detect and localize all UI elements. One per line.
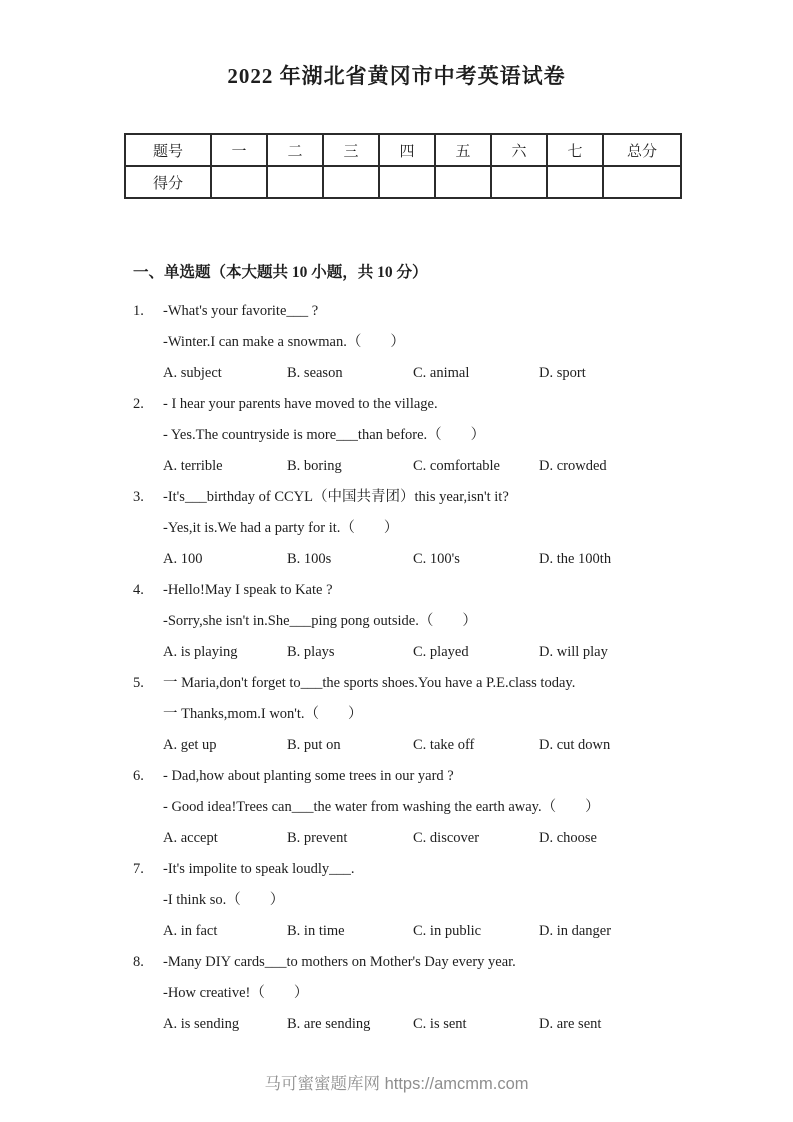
options-row [163, 1009, 678, 1040]
options-row [163, 823, 678, 854]
score-table-header-cell: 二 [267, 134, 323, 166]
question-body [163, 854, 678, 947]
option-B: B. boring [287, 458, 342, 474]
option-A: A. is playing [163, 644, 238, 660]
option-D: D. are sent [539, 1016, 602, 1032]
score-empty-cell [547, 166, 603, 198]
option-D: D. in danger [539, 923, 612, 939]
score-table-header-cell: 五 [435, 134, 491, 166]
score-table-label-cell: 题号 [125, 134, 211, 166]
option-B: B. are sending [287, 1016, 371, 1032]
question-line: -It's___birthday of CCYL（中国共青团）this year,isn't it? [163, 489, 509, 505]
question-line: - Yes.The countryside is more___than before.（ ） [163, 427, 486, 443]
question-line: -What's your favorite___ ? [163, 303, 319, 319]
question-body [163, 947, 678, 1040]
question-body [163, 575, 678, 668]
option-C: C. take off [413, 737, 475, 753]
score-table-header-cell: 六 [491, 134, 547, 166]
question-line: -Sorry,she isn't in.She___ping pong outside.（ ） [163, 613, 477, 629]
question-line: -Hello!May I speak to Kate ? [163, 582, 333, 598]
score-table-header-cell: 一 [211, 134, 267, 166]
question-7 [133, 854, 678, 947]
question-line: -Many DIY cards___to mothers on Mother's Day every year. [163, 954, 516, 970]
question-line: - Dad,how about planting some trees in our yard ? [163, 768, 454, 784]
option-C: C. played [413, 644, 469, 660]
option-B: B. in time [287, 923, 345, 939]
question-line: -How creative!（ ） [163, 985, 309, 1001]
option-D: D. choose [539, 830, 597, 846]
option-B: B. season [287, 365, 343, 381]
question-line: - Good idea!Trees can___the water from washing the earth away.（ ） [163, 799, 600, 815]
options-row [163, 451, 678, 482]
question-number: 8. [133, 954, 144, 970]
option-A: A. subject [163, 365, 222, 381]
options-row [163, 544, 678, 575]
question-number: 7. [133, 861, 144, 877]
question-body [163, 761, 678, 854]
question-body [163, 296, 678, 389]
score-table-header-cell: 三 [323, 134, 379, 166]
option-D: D. sport [539, 365, 586, 381]
question-number: 1. [133, 303, 144, 319]
question-body [163, 482, 678, 575]
page-title: 2022 年湖北省黄冈市中考英语试卷 [227, 64, 566, 88]
score-row-label: 得分 [125, 166, 211, 198]
question-line: -Yes,it is.We had a party for it.（ ） [163, 520, 399, 536]
score-empty-cell [323, 166, 379, 198]
section-heading: 一、单选题（本大题共 10 小题，共 10 分） [133, 264, 428, 281]
question-body [163, 389, 678, 482]
option-D: D. the 100th [539, 551, 612, 567]
questions-list [133, 296, 678, 1040]
option-C: C. animal [413, 365, 470, 381]
question-line: -It's impolite to speak loudly___. [163, 861, 355, 877]
score-table-header-cell: 四 [379, 134, 435, 166]
question-4 [133, 575, 678, 668]
question-number: 3. [133, 489, 144, 505]
question-number: 4. [133, 582, 144, 598]
option-B: B. plays [287, 644, 335, 660]
question-line: - I hear your parents have moved to the village. [163, 396, 438, 412]
question-1 [133, 296, 678, 389]
score-empty-cell [379, 166, 435, 198]
score-empty-cell [267, 166, 323, 198]
score-table-score-row [125, 166, 681, 198]
option-A: A. 100 [163, 551, 203, 567]
options-row [163, 637, 678, 668]
question-line: 一 Thanks,mom.I won't.（ ） [163, 706, 363, 722]
options-row [163, 730, 678, 761]
score-empty-cell [491, 166, 547, 198]
option-C: C. discover [413, 830, 480, 846]
options-row [163, 916, 678, 947]
option-B: B. put on [287, 737, 341, 753]
option-C: C. 100's [413, 551, 460, 567]
score-table-header-cell: 七 [547, 134, 603, 166]
option-A: A. is sending [163, 1016, 240, 1032]
question-line: -Winter.I can make a snowman.（ ） [163, 334, 405, 350]
score-table-header-row [125, 134, 681, 166]
option-C: C. comfortable [413, 458, 500, 474]
option-A: A. accept [163, 830, 218, 846]
score-table [124, 133, 682, 199]
option-D: D. crowded [539, 458, 607, 474]
question-line: -I think so.（ ） [163, 892, 285, 908]
footer-watermark: 马可蜜蜜题库网 https://amcmm.com [264, 1075, 529, 1093]
score-empty-cell [603, 166, 681, 198]
option-D: D. cut down [539, 737, 611, 753]
score-empty-cell [211, 166, 267, 198]
question-number: 2. [133, 396, 144, 412]
question-8 [133, 947, 678, 1040]
options-row [163, 358, 678, 389]
option-C: C. is sent [413, 1016, 467, 1032]
score-empty-cell [435, 166, 491, 198]
option-A: A. in fact [163, 923, 218, 939]
question-body [163, 668, 678, 761]
question-2 [133, 389, 678, 482]
score-table-header-cell: 总分 [603, 134, 681, 166]
question-3 [133, 482, 678, 575]
option-A: A. get up [163, 737, 217, 753]
question-6 [133, 761, 678, 854]
option-B: B. 100s [287, 551, 332, 567]
question-line: 一 Maria,don't forget to___the sports shoes.You have a P.E.class today. [163, 675, 576, 691]
question-number: 6. [133, 768, 144, 784]
question-number: 5. [133, 675, 144, 691]
option-C: C. in public [413, 923, 482, 939]
option-A: A. terrible [163, 458, 223, 474]
question-5 [133, 668, 678, 761]
option-B: B. prevent [287, 830, 348, 846]
option-D: D. will play [539, 644, 608, 660]
